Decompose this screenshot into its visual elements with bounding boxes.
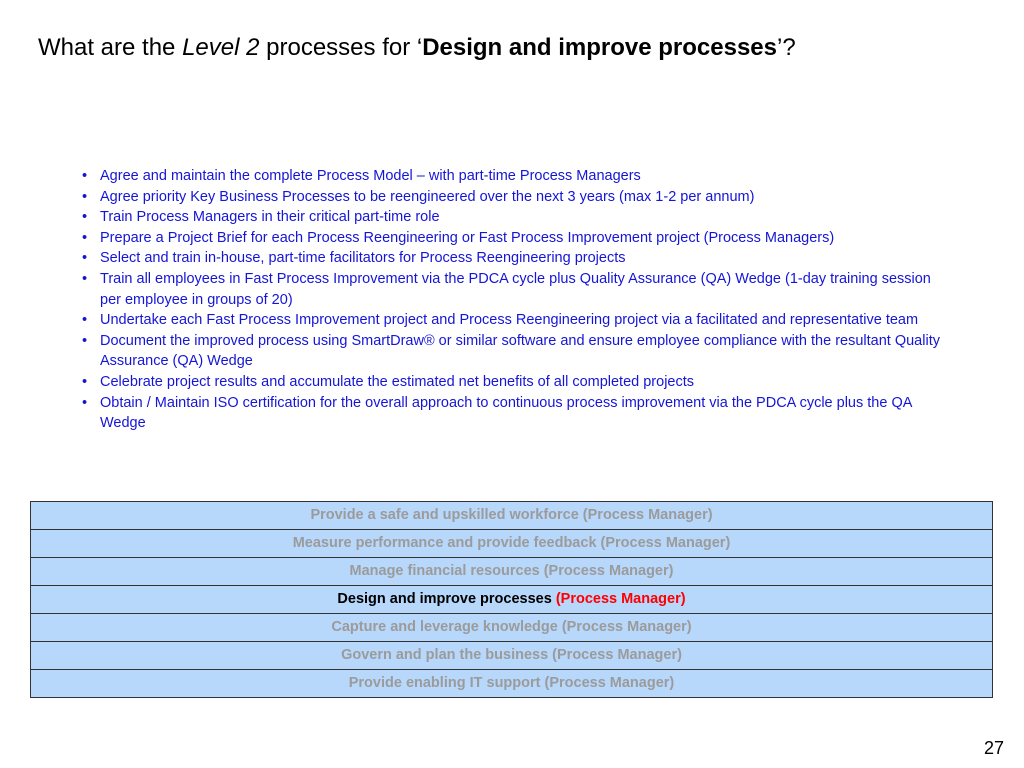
process-row (31, 614, 993, 642)
process-cell: Capture and leverage knowledge (Process Manager) (31, 614, 993, 642)
process-row (31, 670, 993, 698)
bullet-item: • Train all employees in Fast Process Improvement via the PDCA cycle plus Quality Assurance (QA) Wedge (1-day training session per employee in groups of 20) (82, 269, 942, 310)
process-cell: Manage financial resources (Process Manager) (31, 558, 993, 586)
bullet-item: • Select and train in-house, part-time facilitators for Process Reengineering projects (82, 248, 942, 269)
title-bold: Design and improve processes (422, 34, 777, 61)
process-cell-active (31, 586, 993, 614)
process-row (31, 502, 993, 530)
process-row (31, 530, 993, 558)
process-cell: Measure performance and provide feedback (Process Manager) (31, 530, 993, 558)
process-owner: (Process Manager) (555, 591, 686, 607)
bullet-item: • Agree priority Key Business Processes to be reengineered over the next 3 years (max 1-2 per annum) (82, 187, 942, 208)
bullet-item: • Undertake each Fast Process Improvement project and Process Reengineering project via a facilitated and representative team (82, 310, 942, 331)
page-number: 27 (983, 738, 1004, 758)
process-table (30, 501, 993, 698)
bullet-item: • Document the improved process using SmartDraw® or similar software and ensure employee compliance with the resultant Quality Assurance (QA) Wedge (82, 331, 942, 372)
process-cell: Provide a safe and upskilled workforce (Process Manager) (31, 502, 993, 530)
process-name: Design and improve processes (337, 591, 556, 607)
process-row (31, 642, 993, 670)
process-row (31, 558, 993, 586)
bullet-item: • Train Process Managers in their critical part-time role (82, 207, 942, 228)
title-part-1: What are the (38, 34, 183, 61)
title-part-2: processes for ‘ (259, 34, 423, 61)
bullet-item: • Prepare a Project Brief for each Process Reengineering or Fast Process Improvement project (Process Managers) (82, 228, 942, 249)
bullet-item: • Agree and maintain the complete Process Model – with part-time Process Managers (82, 166, 942, 187)
slide-title (38, 32, 796, 64)
title-part-3: ’? (777, 34, 796, 61)
process-cell: Provide enabling IT support (Process Manager) (31, 670, 993, 698)
title-italic: Level 2 (182, 34, 260, 61)
bullet-item: • Obtain / Maintain ISO certification for the overall approach to continuous process improvement via the PDCA cycle plus the QA Wedge (82, 393, 942, 434)
bullet-item: • Celebrate project results and accumulate the estimated net benefits of all completed projects (82, 372, 942, 393)
process-cell: Govern and plan the business (Process Manager) (31, 642, 993, 670)
bullet-list (82, 166, 942, 434)
process-row-active (31, 586, 993, 614)
